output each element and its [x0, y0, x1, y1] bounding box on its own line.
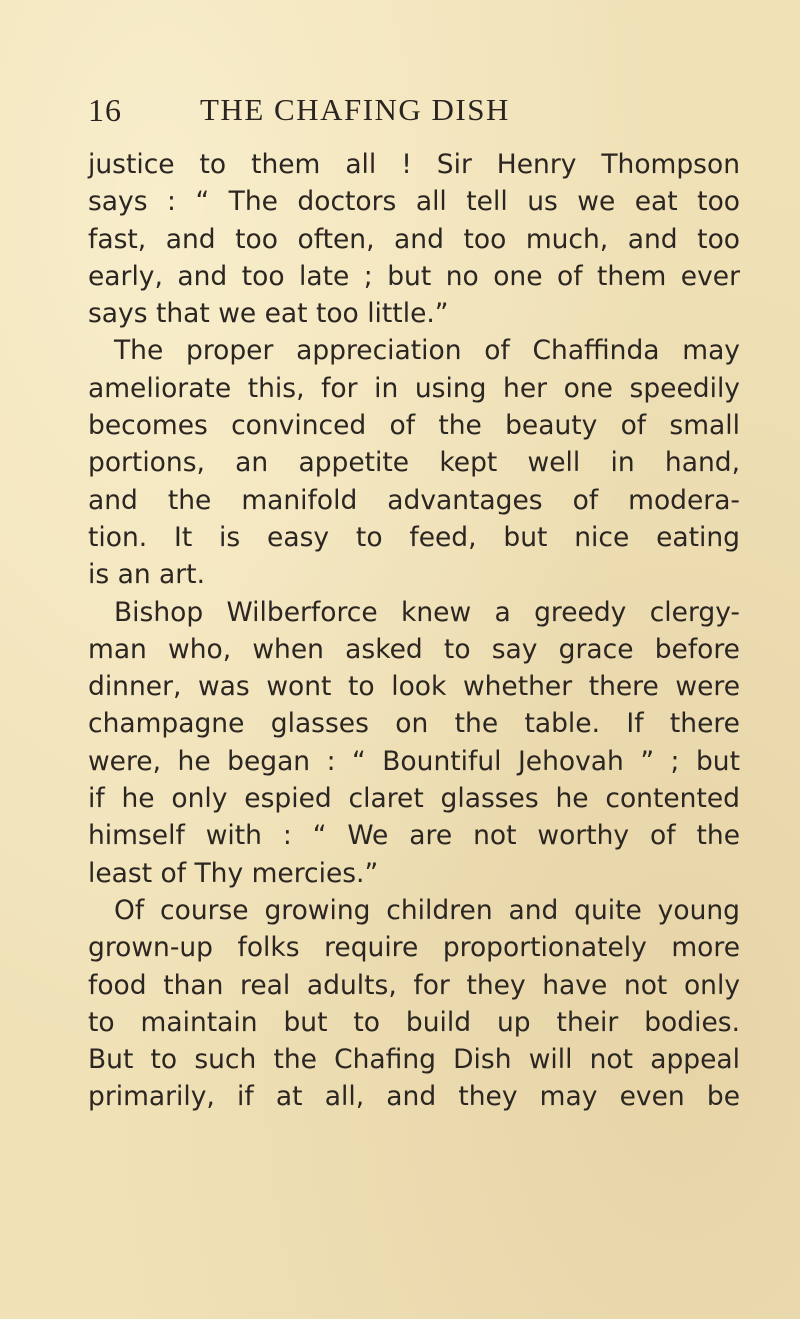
page-number: 16	[88, 92, 122, 128]
text-line: Of course growing children and quite young	[114, 894, 740, 926]
text-line: portions, an appetite kept well in hand,	[88, 447, 740, 479]
text-line: dinner, was wont to look whether there were	[88, 671, 740, 703]
text-line: food than real adults, for they have not only	[88, 969, 740, 1001]
running-head	[0, 92, 800, 138]
text-line: primarily, if at all, and they may even be	[88, 1081, 740, 1113]
text-line: early, and too late ; but no one of them ever	[88, 260, 740, 292]
paragraph	[88, 146, 740, 332]
text-line: if he only espied claret glasses he contented	[88, 783, 740, 815]
text-line: says : “ The doctors all tell us we eat too	[88, 186, 740, 218]
text-line: and the manifold advantages of modera-	[88, 484, 740, 516]
text-line: himself with : “ We are not worthy of the	[88, 820, 740, 852]
paragraph	[88, 892, 740, 1116]
text-line: grown-up folks require proportionately more	[88, 932, 740, 964]
text-line: becomes convinced of the beauty of small	[88, 410, 740, 442]
body-text	[88, 146, 740, 1116]
text-line: tion. It is easy to feed, but nice eating	[88, 521, 740, 553]
text-line: ameliorate this, for in using her one speedily	[88, 372, 740, 404]
text-line: justice to them all ! Sir Henry Thompson	[88, 149, 740, 180]
paragraph	[88, 332, 740, 593]
paragraph	[88, 594, 740, 892]
text-line: fast, and too often, and too much, and too	[88, 223, 740, 255]
text-line: were, he began : “ Bountiful Jehovah ” ; but	[88, 745, 740, 777]
text-line: The proper appreciation of Chaffinda may	[114, 335, 740, 367]
text-line: Bishop Wilberforce knew a greedy clergy-	[114, 596, 740, 628]
text-line: champagne glasses on the table. If there	[88, 708, 740, 740]
text-line: least of Thy mercies.”	[88, 857, 379, 889]
text-line: to maintain but to build up their bodies.	[88, 1006, 740, 1038]
text-line: man who, when asked to say grace before	[88, 633, 740, 665]
text-line: says that we eat too little.”	[88, 298, 449, 330]
text-line: is an art.	[88, 559, 205, 591]
text-line: But to such the Chafing Dish will not appeal	[88, 1044, 740, 1076]
running-title: THE CHAFING DISH	[200, 92, 510, 127]
